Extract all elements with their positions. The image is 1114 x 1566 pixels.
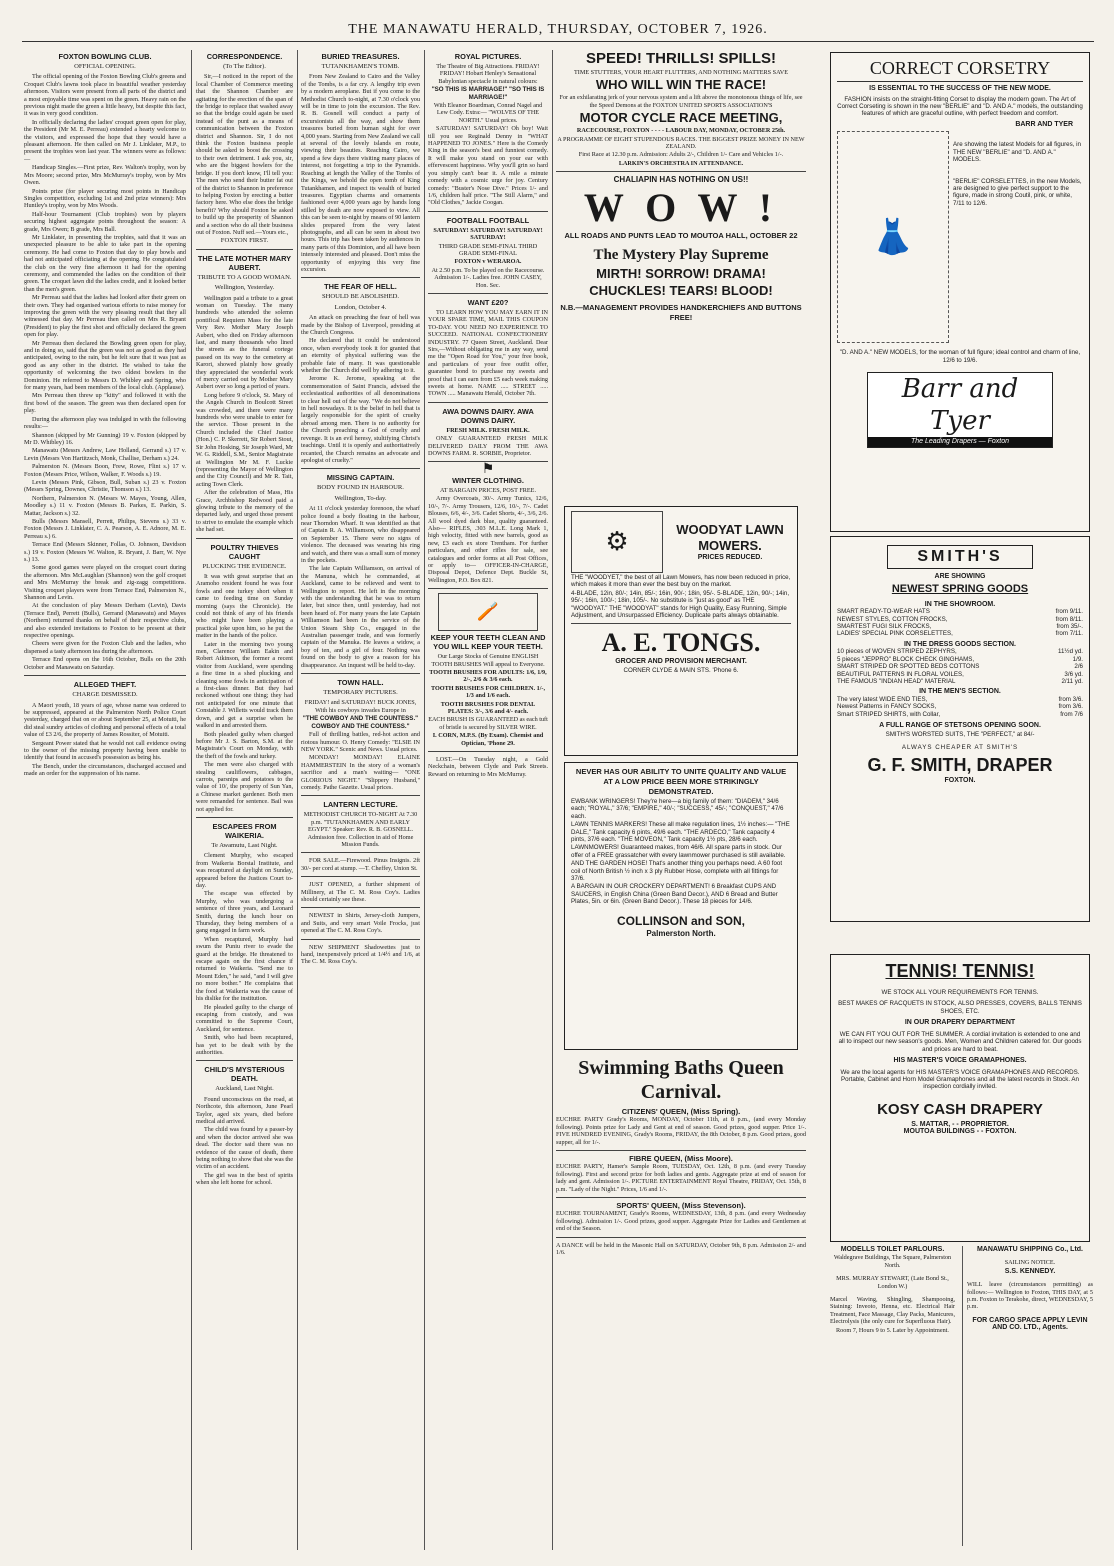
paragraph: WILL leave (circumstances permitting) as follows:— Wellington to Foxton, THIS DAY, at 5 p.m. Foxton to Terakohe, direct, WEDNESDAY, 5 p.m. xyxy=(967,1281,1093,1311)
column-buried-treasures xyxy=(301,50,420,1550)
paragraph: Long before 9 o'clock, St. Mary of the Angels Church in Boulcott Street was crowded, and there were many hundreds who were unable to enter for the service. Those present in the Church included the Chief Justice (Hon.) C. P. Skerrett, Sir Robert Stout, Sir John Hosking, Sir Joseph Ward, Mr W. G. Riddell, S.M., Senior Magistrate at Wellington Mr M. F. Luckie (representing the Mayor of Wellington and the City Council) and Mr R. Tait, acting Town Clerk. xyxy=(196,391,293,488)
spring-goods-headline: NEWEST SPRING GOODS xyxy=(891,582,1029,595)
paragraph: Bulls (Messrs Mansell, Perrett, Philips, Stevens s.) 33 v. Foxton (Messrs J. Linklater, C. A. Pearson, A. E. Adnore, M. E. Perreau s.) 6. xyxy=(24,517,186,540)
price-row: SMART STRIPED OR SPOTTED BEDS COTTONS 2/6 xyxy=(837,663,1083,671)
paragraph: S.S. KENNEDY. xyxy=(1004,1267,1056,1275)
column-divider xyxy=(424,50,425,1550)
column-divider xyxy=(552,50,553,1550)
paragraph: Smith, who had been recaptured, has yet to be dealt with by the authorities. xyxy=(196,1034,293,1056)
paragraph: He pleaded guilty to the charge of escaping from custody, and was committed to the Supreme Court, Auckland, for sentence. xyxy=(196,1003,293,1033)
price-row: SMART READY-TO-WEAR HATS from 9/11. xyxy=(837,608,1083,616)
paragraph: Palmerston North. xyxy=(646,928,716,938)
headline: AWA DOWNS DAIRY. AWA DOWNS DAIRY. xyxy=(442,406,534,425)
divider xyxy=(301,852,420,853)
price-row: Smart STRIPED SHIRTS, with Collar, from 7/6 xyxy=(837,710,1083,718)
paragraph: First Race at 12.30 p.m. Admission: Adults 2/-, Children 1/- Care and Vehicles 1/-. xyxy=(578,151,784,159)
paragraph: Manawatu (Messrs Andrew, Law Holland, Gerrand s.) 17 v. Levin (Messrs Von Hartitzsch, Monk, Challise, Derham s.) 24. xyxy=(24,447,186,462)
paragraph: Our Large Stocks of Genuine ENGLISH TOOTH BRUSHES Will appeal to Everyone. xyxy=(431,653,545,668)
divider xyxy=(301,939,420,940)
price-row: 10 pieces of WOVEN STRIPED ZEPHYRS, 11½d yd. xyxy=(837,648,1083,656)
toilet-parlours-ad xyxy=(830,1246,955,1546)
paragraph: A BARGAIN IN OUR CROCKERY DEPARTMENT! 6 Breakfast CUPS AND SAUCERS, in English China (Green Band Decor.), AND 6 Bread and Butter Plates, 5in. or 6in. (Green Band Decor.). These 18 pieces for 14/6. xyxy=(571,883,778,906)
paragraph: Some good games were played on the croquet court during the afternoon. Mrs McLaughlan (Shannon) won the golf croquet and Mrs McMurray the break and zig-zagg competitions. Visiting croquet players were from Terrace End, Palmerston N., Shannon and Levin. xyxy=(24,564,186,602)
corsetry-ad xyxy=(830,52,1090,532)
price-row: 5 pieces "JEPPRO" BLOCK CHECK GINGHAMS, 1/9. xyxy=(837,655,1083,663)
subheading: TEMPORARY PICTURES. xyxy=(323,689,398,697)
classified-ad: LOST.—On Tuesday night, a Gold Neckchain, between Clyde and Park Streets. Reward on returning to Mrs McMurray. xyxy=(428,756,548,778)
price-row: NEWEST STYLES, COTTON FROCKS, from 8/11. xyxy=(837,615,1083,623)
paragraph: MIRTH! SORROW! DRAMA! xyxy=(596,266,766,282)
price-row: SMARTEST FUGI SILK FROCKS, from 35/-. xyxy=(837,623,1083,630)
divider xyxy=(301,468,420,469)
headline: ROYAL PICTURES. xyxy=(454,52,522,61)
paragraph: The late Captain Williamson, on arrival of the Manuna, which he commanded, at Auckland, came to be relieved and went to Wellington to report. He left in the morning with the understanding that he was to return later, but since then, until yesterday, had not been heard of. For many years the late Captain Williamson had been in the service of the Union Steam Ship Co., engaged in the Australian passenger trade, and was formerly captain of the Manuka. He leaves a widow, a boy of ten, and a girl of four. Nothing was found on the body to give a reason for his disappearance. An inquest will be held to-day. xyxy=(301,565,420,669)
paragraph: Terrace End opens on the 16th October, Bulls on the 20th October and Manawatu on Saturday. xyxy=(24,656,186,671)
masthead xyxy=(22,22,1094,42)
paragraph: AT BARGAIN PRICES, POST FREE. xyxy=(439,486,537,494)
paragraph: BARR AND TYER xyxy=(1015,120,1073,128)
paragraph: The official opening of the Foxton Bowling Club's greens and Croquet Club's lawns took place in beautiful weather yesterday afternoon. Visitors were present from all parts of the district and a most enjoyable time was spent on the green. Heavy rain on the previous night made the green a little heavy, but despite this fact, it was in very good condition. xyxy=(24,73,186,118)
wow-headline: W O W ! xyxy=(583,184,779,230)
corset-figure-icon: 👗 xyxy=(837,131,949,343)
subheading: (To The Editor). xyxy=(223,63,266,70)
divider xyxy=(301,673,420,674)
tennis-ad xyxy=(830,954,1090,1242)
headline: TOWN HALL. xyxy=(337,678,384,688)
classified-ad: JUST OPENED, a further shipment of Millinery, at The C. M. Ross Coy's. Ladies should certainly see these. xyxy=(301,881,420,903)
headline: CHILD'S MYSTERIOUS DEATH. xyxy=(204,1065,285,1084)
paragraph: CITIZENS' QUEEN, (Miss Spring). xyxy=(621,1107,741,1116)
classified-ad: NEWEST in Shirts, Jersey-cloth Jumpers, and Suits, and very smart Voile Frocks, just opened at The C. M. Ross Coy's. xyxy=(301,912,420,935)
race-meeting-headline: MOTOR CYCLE RACE MEETING, xyxy=(579,110,783,126)
paragraph: Full of thrilling battles, red-hot action and riotous humour. O. Henry Comedy: "ELSIE IN NEW YORK." Scenic and News. Usual prices. xyxy=(301,731,420,753)
carnival-headline: Swimming Baths Queen Carnival. xyxy=(578,1057,784,1103)
divider xyxy=(301,277,420,278)
divider xyxy=(196,538,293,539)
collinson-ad xyxy=(564,762,798,1050)
paragraph: ARE SHOWING xyxy=(934,573,986,580)
paragraph: LARKIN'S ORCHESTRA IN ATTENDANCE. xyxy=(618,159,744,167)
price-row: THE FAMOUS "INDIAN HEAD" MATERIAL 2/11 yd. xyxy=(837,678,1083,686)
paragraph: Half-hour Tournament (Club trophies) won by players securing highest aggregate points throughout the season: A grade, Mrs Owen; B grade, Mrs Ball. xyxy=(24,210,186,233)
paragraph: EUCHRE PARTY Grady's Rooms, MONDAY, October 11th, at 8 p.m., (and every Monday following). Points prize for Lady and Gent at end of season. Good prizes, good supper. Price 1/-. FIVE HUNDRED EVENING, Grady's Rooms, FRIDAY, the 8th October, 8 p.m. Good prizes, good supper, all for 1/-. xyxy=(556,1116,806,1146)
paragraph: Are showing the latest Models for all figures, in THE NEW "BERLIE" and "D. AND A." MODELS. xyxy=(953,141,1081,164)
classified-ad: FOR SALE.—Firewood. Pinus Insignis. 2ft 30/- per cord at stump. —T. Cheffey, Union St. xyxy=(301,857,420,872)
paragraph: EACH BRUSH IS GUARANTEED as each tuft of bristle is secured by SILVER WIRE. xyxy=(428,716,548,731)
subheading: TRIBUTE TO A GOOD WOMAN. xyxy=(197,273,292,281)
paragraph: Shannon (skipped by Mr Gunning) 19 v. Foxton (skipped by Mr D. Whibley) 16. xyxy=(24,431,186,446)
headline: LANTERN LECTURE. xyxy=(323,800,398,810)
paragraph: The child was found by a passer-by and when the doctor arrived she was dead. The doctor said there was no evidence of the cause of death, there being nothing to show that she was the victim of an accident. xyxy=(196,1126,293,1171)
subheading: TUTANKHAMEN'S TOMB. xyxy=(321,63,400,70)
paragraph: GROCER AND PROVISION MERCHANT. xyxy=(615,658,747,666)
paragraph: ALL ROADS AND PUNTS LEAD TO MOUTOA HALL, OCTOBER 22 xyxy=(564,230,798,240)
shipping-ad xyxy=(962,1246,1093,1546)
toothbrush-icon: 🪥 xyxy=(438,593,538,631)
mystery-play-headline: The Mystery Play Supreme xyxy=(593,247,769,264)
collinson-name: COLLINSON and SON, xyxy=(616,913,745,928)
subheading: OFFICIAL OPENING. xyxy=(74,63,136,70)
paragraph: "D. AND A." NEW MODELS, for the woman of full figure; ideal control and charm of line, 12/6 to 19/6. xyxy=(839,349,1081,364)
smiths-ad xyxy=(830,536,1090,922)
paragraph: FIBRE QUEEN, (Miss Moore). xyxy=(629,1154,733,1164)
lawn-mower-icon: ⚙ xyxy=(571,511,663,573)
paragraph: The Theatre of Big Attractions. FRIDAY! FRIDAY! Hobart Henley's Sensational Babylonian spectacle in natural colours: xyxy=(436,63,540,85)
race-headline: WHO WILL WIN THE RACE! xyxy=(595,77,767,93)
divider xyxy=(556,1197,806,1198)
headline: WINTER CLOTHING. xyxy=(452,475,524,485)
paragraph: Points prize (for player securing most points in Handicap Singles competition, excluding 1st and 2nd prize winners): Mrs Huntley's trophy, won by Mrs Woods. xyxy=(24,187,186,210)
price-row: Newest Patterns in FANCY SOCKS, from 3/6. xyxy=(837,703,1083,711)
paragraph: EWBANK WRINGERS! They're here—a big family of them: "DIADEM," 34/6 each; "ROYAL," 37/6; "EMPIRE," 40/-; "SUCCESS," 45/-; "CONQUEST," 47/6 each. xyxy=(571,798,784,820)
subheading: SHOULD BE ABOLISHED. xyxy=(321,293,400,301)
price-row: LADIES' SPECIAL PINK CORSELETTES, from 7/11. xyxy=(837,630,1083,638)
paragraph: At the conclusion of play Messrs Derham (Levin), Davis (Terrace End), Perrett (Bulls), Gerrand (Manawatu) and Mayes (Northern) returned thanks on behalf of their respective clubs, and also extended invitations to Foxton to be present at their respective openings. xyxy=(24,602,186,640)
paragraph: Mr Perreau said that the ladies had looked after their green on their own. They had organised various efforts to raise money for improving the green with the very pleasing result that they all witnessed that day. Mr Perreau then called on Mrs R. Bryant (President) to play the first shot and officially declared the green open for play. xyxy=(24,294,186,339)
paragraph: HIS MASTER'S VOICE GRAMAPHONES. xyxy=(893,1057,1027,1065)
tongs-headline: A. E. TONGS. xyxy=(601,628,761,658)
paragraph: BEST MAKES OF RACQUETS IN STOCK, ALSO PRESSES, COVERS, BALLS TENNIS SHOES, ETC. xyxy=(838,1000,1082,1015)
paragraph: LAWN TENNIS MARKERS! These all make regulation lines, 1½ inches:— "THE DALE," Tank capacity 6 pints, 49/6 each. "THE ARDECO," Tank capacity 4 pints, 37/6 each. "THE MOVEON," Tank capacity 1½ pts, 28/6 each. xyxy=(571,821,790,844)
paragraph: Northern, Palmerston N. (Messrs W. Mayes, Young, Allen, Moodley s.) 11 v. Foxton (Messrs B. Parkes, E. Parkin, S. Mattar, Jackson s.) 32. xyxy=(24,494,186,517)
dateline: Auckland, Last Night. xyxy=(215,1085,274,1093)
paragraph: SPORTS' QUEEN, (Miss Stevenson). xyxy=(616,1201,746,1211)
paragraph: A Maori youth, 18 years of age, whose name was ordered to be suppressed, appeared at the Palmerston North Police Court yesterday, charged that on or about September 25, at Motuiti, he did steal sundry articles of clothing and personal effects of a total value of £3 2/6, the property of James Rossiter, of Motuiti. xyxy=(24,701,186,739)
paragraph: CHUCKLES! TEARS! BLOOD! xyxy=(589,283,773,299)
headline: POULTRY THIEVES CAUGHT xyxy=(210,542,279,561)
paragraph: AND THE GARDEN HOSE! That's another thing you perhaps need. A 60 foot coil of North British ½ inch x 3 ply Rubber Hose, complete with all fittings for 37/6. xyxy=(571,860,783,883)
paragraph: SMITH'S WORSTED SUITS, THE "PERFECT," at 84/- xyxy=(885,730,1035,738)
paragraph: Palmerston N. (Messrs Boon, Frew, Rowe, Flint s.) 17 v. Foxton (Messrs Price, Wilson, Walker, F. Woods s.) 19. xyxy=(24,463,186,478)
paragraph: Army Overcoats, 30/-. Army Tunics, 12/6, 10/-, 7/-. Army Trousers, 12/6, 10/-, 7/-. Cadet Blouses, 6/6, 4/-, 3/6. Cadet Shorts, 4/-, 3/6, 2/6. All wool dyed dark blue, quality guaranteed. Also— RIFLES, .303 M.L.E. Long Mark 1, high velocity, fitted with new barrels, good as new, £3 each ex store Trentham. For further particulars, and other rifles for sale, see catalogues and order forms at all Post Offices, or apply to— OFFICER-IN-CHARGE, Disposal Depot, Defence Dept. Buckle St, Wellington, P.O. Box 821. xyxy=(428,495,548,584)
column-royal-pictures xyxy=(428,50,548,1550)
paragraph: IN THE SHOWROOM. xyxy=(924,600,996,608)
paragraph: TOOTH BRUSHES FOR CHILDREN. 1/-, 1/3 and 1/6 each. xyxy=(430,684,546,700)
column-correspondence xyxy=(196,50,293,1550)
divider xyxy=(428,293,548,294)
paragraph: Waldegrave Buildings, The Square, Palmerston North. xyxy=(833,1254,952,1269)
headline: CORRESPONDENCE. xyxy=(206,52,283,61)
paragraph: IS ESSENTIAL TO THE SUCCESS OF THE NEW MODE. xyxy=(869,85,1051,92)
paragraph: FOXTON. xyxy=(944,776,976,784)
paragraph: 4-BLADE, 12in, 80/-; 14in, 85/-; 16in, 90/-; 18in, 95/-. 5-BLADE, 12in, 90/-; 14in, 95/-; 16in, 100/-; 18in, 105/-. No substitute is "just as good" as THE "WOODYAT." THE "WOODYAT" stands for High Quality, Easy Running, Simple Adjustment, and Unsurpassed Efficiency. Duplicate parts always obtainable. xyxy=(571,589,790,620)
paragraph: "BERLIE" CORSELETTES, in the new Models, are designed to give perfect support to the figure, made in strong Coutil, pink, or white, 7/11 to 12/6. xyxy=(953,177,1082,207)
paragraph: At 2.50 p.m. To be played on the Racecourse. Admission 1/-. Ladies free. JOHN CASEY, Hon. Sec. xyxy=(431,266,545,289)
paragraph: Mr Perreau then declared the Bowling green open for play, and in doing so, said that the green was not as good as they had anticipated, owing to the rain, but he felt sure that it was just as good as any other in the district. He wished to take the opportunity of welcoming the two oldest bowlers in the Dominion. He referred to Messrs D. Whibley and Spring, who for many years, had been members of the local club. (Applause). xyxy=(24,339,186,392)
paragraph: IN THE DRESS GOODS SECTION. xyxy=(903,640,1016,648)
paragraph: In officially declaring the ladies' croquet green open for play, the President (Mr M. E. Perreau) extended a hearty welcome to the visitors, and expressed the hope that they would have a pleasant afternoon. He then called on Mr J. Linklater, M.P., to present the trophies won last year. The winners were as follows:— xyxy=(24,118,186,163)
divider xyxy=(24,675,186,676)
headline: THE FEAR OF HELL. xyxy=(324,282,397,292)
column-divider xyxy=(191,50,192,1550)
price-row: BEAUTIFUL PATTERNS IN FLORAL VOILES, 3/6 yd. xyxy=(837,670,1083,678)
paragraph: SATURDAY! SATURDAY! SATURDAY! SATURDAY! xyxy=(433,226,543,242)
dateline: London, October 4. xyxy=(334,303,387,311)
logo-tagline: The Leading Drapers — Foxton xyxy=(868,437,1052,447)
column-divider xyxy=(297,50,298,1550)
paragraph: SATURDAY! SATURDAY! Oh boy! Wait till you see Reginald Denny in "WHAT HAPPENED TO JONES." Here is the Comedy King in the season's best and funniest comedy. It will make you stand on your ear with effervescent happiness. Why you'll grin so hard you simply can't bear it. A mile a minute comedy with a cosmic urge for joy. Century comedy: "Buster's Nose Dive." Prices 1/- and 1/6, children half price. "The Still Alarm," and "Old Clothes," Jackie Coogan. xyxy=(428,125,548,207)
headline: KEEP YOUR TEETH CLEAN AND YOU WILL KEEP YOUR TEETH. xyxy=(430,633,546,652)
paragraph: TOOTH BRUSHES FOR DENTAL PLATES: 3/-, 3/6 and 4/- each. xyxy=(440,700,536,715)
paragraph: Later in the morning two young men, Clarence William Eakin and Robert Atkinson, the former a recent visitor from Auckland, were spending a fine time in a shed plucking and cleaning some fowls in anticipation of a first-class dinner. But they had reckoned without one thing; they had not anticipated for one minute that Constable J. Willetts would track them down, and get a surprise when he walked in and arrested them. xyxy=(196,640,293,730)
dateline: Te Awamutu, Last Night. xyxy=(211,841,278,849)
divider xyxy=(428,751,548,752)
paragraph: IN THE MEN'S SECTION. xyxy=(919,688,1001,696)
paragraph: EUCHRE TOURNAMENT, Grady's Rooms, WEDNESDAY, 13th, 8 p.m. (and every Wednesday following). Admission 1/-. Good prizes, good supper. Aggregate Prize for Ladies and Gentlemen at end of the Season. xyxy=(556,1210,806,1233)
headline: FOXTON BOWLING CLUB. xyxy=(58,52,152,61)
paragraph: Mrs Perreau then threw up "kitty" and followed it with the first bowl of the season. The green was then declared open for play. xyxy=(24,392,186,415)
divider xyxy=(196,817,293,818)
film-title: "SO THIS IS MARRIAGE!" "SO THIS IS MARRIAGE!" xyxy=(431,86,545,101)
classified-ad: NEW SHIPMENT Shadowettes just to hand, inexpensively priced at 1/4½ and 1/6, at The C. M. Ross Coy's. xyxy=(301,943,420,966)
divider xyxy=(556,171,806,172)
paragraph: FOXTON v WERAROA. xyxy=(454,258,522,266)
divider xyxy=(196,1060,293,1061)
paragraph: TOOTH BRUSHES FOR ADULTS: 1/6, 1/9, 2/-, 2/6 & 3/6 each. xyxy=(429,668,547,684)
mower-headline: WOODYAT LAWN MOWERS. xyxy=(676,522,784,554)
divider xyxy=(428,402,548,403)
headline: THE LATE MOTHER MARY AUBERT. xyxy=(197,253,292,272)
dateline: Wellington, Yesterday. xyxy=(214,284,275,292)
paragraph: Levin (Messrs Pink, Gibson, Bull, Suban s.) 23 v. Foxton (Messrs Spring, Downes, Christie, Thomson s.) 13. xyxy=(24,478,186,494)
paragraph: For an exhilarating jerk of your nervous system and a lift above the monotonous things of life, see the Speed Demons at the FOXTON UNITED SPORTS ASSOCIATION'S xyxy=(559,94,803,109)
paragraph: FRESH MILK. FRESH MILK. xyxy=(446,426,530,434)
paragraph: WE STOCK ALL YOUR REQUIREMENTS FOR TENNIS. xyxy=(881,989,1039,996)
dateline: Wellington, To-day. xyxy=(334,494,387,502)
paragraph: TIME STUTTERS, YOUR HEART FLUTTERS, AND NOTHING MATTERS SAVE xyxy=(573,69,789,76)
paragraph: An attack on preaching the fear of hell was made by the Bishop of Liverpool, presiding at the Church Congress. xyxy=(301,314,420,336)
parlours-headline: MODELLS TOILET PARLOURS. xyxy=(840,1246,945,1253)
collinson-headline: NEVER HAS OUR ABILITY TO UNITE QUALITY AND VALUE AT A LOW PRICE BEEN MORE STRIKINGLY DEMONSTRATED. xyxy=(575,767,787,796)
speed-headline: SPEED! THRILLS! SPILLS! xyxy=(585,50,776,67)
smiths-headline: SMITH'S xyxy=(887,545,1033,569)
paragraph: MOUTOA BUILDINGS - - FOXTON. xyxy=(903,1128,1017,1136)
kosy-cash-headline: KOSY CASH DRAPERY xyxy=(877,1100,1043,1118)
paragraph: CORNER CLYDE & MAIN STS. 'Phone 6. xyxy=(623,667,739,675)
paragraph: The men were also charged with stealing cauliflowers, cabbages, carrots, parsnips and potatoes to the value of 10/, the property of Sun Yan, a Chinese market gardener. Both men were remanded for sentence. Bail was not applied for. xyxy=(196,761,293,813)
tennis-headline: TENNIS! TENNIS! xyxy=(885,961,1035,981)
paragraph: RACECOURSE, FOXTON - - - - LABOUR DAY, MONDAY, OCTOBER 25th. xyxy=(576,127,786,135)
paragraph: After the celebration of Mass, His Grace, Archbishop Redwood paid a glowing tribute to the memory of the departed lady, and urged those present to strive to emulate the example which she had set. xyxy=(196,489,293,534)
corsetry-headline: CORRECT CORSETRY xyxy=(837,57,1083,82)
paragraph: A PROGRAMME OF EIGHT STUPENDOUS RACES. THE BIGGEST PRIZE MONEY IN NEW ZEALAND. xyxy=(557,135,805,151)
paragraph: Clement Murphy, who escaped from Waikeria Borstal Institute, and was recaptured at daylight on Sunday, appeared before the Justices Court to-day. xyxy=(196,852,293,889)
paragraph: EUCHRE PARTY, Hamer's Sample Room, TUESDAY, Oct. 12th, 8 p.m. (and every Tuesday following). First and second prize for both ladies and gents. Aggregate prize at end of season for lady and gent. Admission 1/-. PICTURE ENTERTAINMENT Royal Theatre, FRIDAY, Oct. 15th, 8 p.m. "Lady of the Night." Prices, 1/6 and 1/-. xyxy=(556,1163,806,1193)
coupon: TO LEARN HOW YOU MAY EARN IT IN YOUR SPARE TIME, MAIL THIS COUPON TO-DAY. YOU NEED NO EXPERIENCE TO SUCCEED. NATIONAL CONFECTIONERY INDUSTRY. 77 Queen Street, Auckland. Dear Sirs,—Without obligating me in any way, send me the "Open Road for You," your free book, and particulars of your free outfit offer, guarantee bond to purchase my sweets and proof that I can earn from £5 each week making sweets at home. NAME ..... STREET ..... TOWN ..... Manawatu Herald, October 7th. xyxy=(428,308,548,398)
woodyat-ad xyxy=(564,506,798,756)
paragraph: ALWAYS CHEAPER AT SMITH'S xyxy=(901,744,1019,752)
subheading: CHARGE DISMISSED. xyxy=(72,691,138,699)
paragraph: Jerome K. Jerome, speaking at the commemoration of Saint Francis, advised the ecclesiastical authorities of all denominations to clear hell out of the way. "We do not believe in hell nowadays. It is the belief in hell that is largely responsible for the spirit of cruelty abroad among men. There is no authority for the Church preaching a God of cruelty and revenge. It is an evil heresy, stultifying Christ's teachings. Until it is openly and authoritatively recanted, the Church remains an advocate and apologist of cruelty." xyxy=(301,375,420,464)
paragraph: LAWNMOWERS! Guaranteed makes, from 46/6. All spare parts in stock. Our offer of a FREE grassatcher with every lawnmower purchased is still available. xyxy=(571,844,786,859)
paragraph: Room 7, Hours 9 to 5. Later by Appointment. xyxy=(836,1326,949,1334)
paragraph: Both pleaded guilty when charged before Mr J. S. Barton, S.M. at the Magistrate's Court on Monday, with the theft of the fowls and turkey. xyxy=(196,730,293,760)
divider xyxy=(556,1237,806,1238)
paragraph: SAILING NOTICE. xyxy=(1004,1259,1056,1267)
price-row: The very latest WIDE END TIES, from 3/6. xyxy=(837,696,1083,704)
paragraph: With Eleanor Boardman, Conrad Nagel and Lew Cody. Extra:— "WOLVES OF THE NORTH." Usual prices. xyxy=(433,102,543,124)
subheading: BODY FOUND IN HARBOUR. xyxy=(317,484,404,492)
paragraph: WE CAN FIT YOU OUT FOR THE SUMMER. A cordial invitation is extended to one and all to inspect our new season's goods. Men, Women and Children catered for. Our goods and prices are hard to beat. xyxy=(838,1030,1082,1053)
paragraph: THIRD GRADE SEMI-FINAL THIRD GRADE SEMI-FINAL xyxy=(438,242,538,257)
paragraph: Sir,—I noticed in the report of the local Chamber of Commerce meeting that the Shannon Chamber are agitating for the erection of the span of the bridge to replace that washed away so that the bridge could again be used instead of the punt as a means of communication between the Foxton district and Shannon. Sir, I do not think the Foxton business people should be asked to boost the crossing to their own detriment. I ask you, sir, who are the biggest howlers for the bridge. If you don't know, I'll tell you: The men who send their butter fat out of the district to Shannon in preference to helping Foxton by erecting a butter factory here. Who else does the bridge benefit? Why should Foxton be asked to build up the prosperity of Shannon and a section who do all their business out of Foxton. Nuff sed.—Yours etc., xyxy=(196,73,293,236)
paragraph: Found unconscious on the road, at Northcote, this afternoon, June Pearl Taylor, aged six years, died before medical aid arrived. xyxy=(196,1095,293,1125)
chaliapin-headline: CHALIAPIN HAS NOTHING ON US!! xyxy=(613,175,749,185)
paragraph: PRICES REDUCED. xyxy=(697,554,763,562)
paragraph: Handicap Singles.—First prize, Rev. Walton's trophy, won by Mrs Moore; second prize, Mrs McMurray's trophy, won by Mrs Owen. xyxy=(24,164,186,187)
paragraph: When recaptured, Murphy had swum the Puniu river to evade the guard at the bridge. He threatened to escape again on the first chance if returned to Waikeria. "Send me to Mount Eden," he said, "and I will give no more bother." He complains that the food at Waikeria was the cause of his dislike for the institution. xyxy=(196,935,293,1003)
headline: WANT £20? xyxy=(467,297,509,307)
paragraph: During the afternoon play was indulged in with the following results:— xyxy=(24,415,186,431)
paragraph: S. MATTAR, - - PROPRIETOR. xyxy=(911,1120,1009,1128)
paragraph: FASHION insists on the straight-fitting Corset to display the modern gown. The Art of Correct Corseting is shown in the new "BERLIE" and "D. AND A." models, the outstanding features of which are graceful outline, with perfect freedom and comfort. xyxy=(837,95,1083,118)
paragraph: The girl was in the best of spirits when she left home for school. xyxy=(196,1171,293,1187)
paragraph: From New Zealand to Cairo and the Valley of the Tombs, is a far cry. A lengthy trip even by a modern aeroplane. But if you come to the Methodist Church to-night, at 7.30 o'clock you will be in time to join the excursion. The Rev. R. B. Gosnell will conduct a party of excursionists all the way, and show them treasures buried from human sight for over 4,000 years. Starting from New Zealand we call at several of the lovely islands en route, viewing their beauties. Reaching Cairo, we spend a few days there visiting many places of interest, not forgetting a trip to the Pyramids. Reaching at length the Valley of the Tombs of the Kings, we behold the open tomb of King Tutankhamen, and inspect its wealth of buried treasures. Egyptian charms and ornaments fashioned over 4,000 years ago by hands long stilled by death are now exposed to view. All this can be seen to-night by means of 90 lantern slides prepared from the very latest photographs, and all can be seen in about two hours. This trip has been taken by audiences in many parts of this Dominion, and all have been intensely interested and pleased. Don't miss the opportunity of enjoying this very fine excursion. xyxy=(301,73,420,273)
divider xyxy=(571,623,791,624)
paragraph: FRIDAY! and SATURDAY! BUCK JONES, With his cowboys invades Europe in xyxy=(304,699,417,714)
paragraph: MRS. MURRAY STEWART, (Late Bond St., London W.) xyxy=(836,1275,949,1290)
paragraph: ONLY GUARANTEED FRESH MILK DELIVERED DAILY FROM THE AWA DOWNS FARM. R. SORBIE, Proprietor. xyxy=(428,435,548,458)
divider xyxy=(428,588,548,589)
paragraph: I. CORN, M.P.S. (By Exam). Chemist and Optician, 'Phone 29. xyxy=(432,732,544,747)
divider xyxy=(301,795,420,796)
paragraph: Terrace End (Messrs Skinner, Follas, O. Johnson, Davidson s.) 19 v. Foxton (Messrs W. Walton, R. Bryant, J. Barr, W. Nye s.) 13. xyxy=(24,541,186,563)
shipping-headline: MANAWATU SHIPPING Co., Ltd. xyxy=(976,1246,1084,1253)
paragraph: METHODIST CHURCH TO-NIGHT At 7.30 p.m. "TUTANKHAMEN AND EARLY EGYPT." Speaker: Rev. R. B. GOSNELL. Admission free. Collection in aid of Home Mission Funds. xyxy=(303,811,418,848)
divider xyxy=(301,876,420,877)
paragraph: Wellington paid a tribute to a great woman on Tuesday. The many hundreds who attended the solemn pontifical Requiem Mass for the late Very Rev. Mother Mary Joseph Aubert, who died on Friday afternoon last, and many thousands who lined the streets as the funeral cortege passed on its way to the cemetery at Karori, showed plainly how greatly they appreciated the wonderful work of mercy carried out by Mother Mary Aubert over so long a period of years. xyxy=(196,294,293,391)
masthead-title: THE MANAWATU HERALD, THURSDAY, OCTOBER 7, 1926. xyxy=(348,22,768,37)
film-title: "THE COWBOY AND THE COUNTESS." COWBOY AND THE COUNTESS." xyxy=(302,715,419,730)
paragraph: FOR CARGO SPACE APPLY LEVIN AND CO. LTD., Agents. xyxy=(972,1316,1088,1332)
headline: MISSING CAPTAIN. xyxy=(326,473,395,483)
paragraph: N.B.—MANAGEMENT PROVIDES HANDKERCHIEFS AND BUTTONS FREE! xyxy=(560,303,802,323)
paragraph: MONDAY! MONDAY! ELAINE HAMMERSTEIN In the story of a woman's sacrifice and a man's waiting— "ONE GLORIOUS NIGHT." "Slippery Husband," comedy. Pathe Gazette. Usual prices. xyxy=(301,754,420,791)
paragraph: At 11 o'clock yesterday forenoon, the wharf police found a body floating in the harbour, near Thorndon Wharf. It was identified as that of Captain R. A. Williamson, who disappeared on September 15. There were no signs of violence. The deceased was wearing his ring and watch, and there was a small sum of money in the pockets. xyxy=(301,505,420,564)
flag-icon: ⚑ xyxy=(481,462,495,478)
paragraph: We are the local agents for HIS MASTER'S VOICE GRAMAPHONES AND RECORDS. Portable, Cabinet and Horn Model Gramaphones and all the latest records in Stock. An inspection cordially invited. xyxy=(840,1068,1080,1091)
paragraph: It was with great surprise that an Aramoho resident found he was four fowls and one turkey short when it came to feeding time on Sunday morning (says the Chronicle). He could not think of any of his friends who might have been playing a practical joke upon him, so he put the matter in the hands of the police. xyxy=(196,572,293,640)
divider xyxy=(556,1150,806,1151)
gf-smith-headline: G. F. SMITH, DRAPER xyxy=(867,754,1053,775)
divider xyxy=(428,211,548,212)
paragraph: Sergeant Power stated that he would not call evidence owing to the owner of the missing property having been unable to identify that found in accused's possession as being his. xyxy=(24,739,186,762)
column-bowling-club xyxy=(24,50,186,1550)
paragraph: Mr Linklater, in presenting the trophies, said that it was an unexpected pleasure to be able to take part in the opening ceremony. He had come to Foxton that day to play bowls and had not anticipated officiating at the opening. He congratulated the club on the very fine afternoon it had for the opening ceremony, and commended the ladies on the condition of their green. The croquet lawn did the ladies credit, and it looked better than the men's green. xyxy=(24,233,186,293)
swimming-carnival-ad xyxy=(556,1056,806,1546)
headline: ESCAPEES FROM WAIKERIA. xyxy=(212,821,277,840)
paragraph: Cheers were given for the Foxton Club and the ladies, who dispensed a tasty afternoon tea during the afternoon. xyxy=(24,640,186,655)
paragraph: IN OUR DRAPERY DEPARTMENT xyxy=(904,1019,1016,1027)
paragraph: THE "WOODYET," the best of all Lawn Mowers, has now been reduced in price, which makes it more than ever the best buy on the market. xyxy=(571,574,791,589)
paragraph: He declared that it could be understood once, when everybody took it for granted that an eternity of physical suffering was the probable fate of many. It was questionable whether the Church did well by adhering to it. xyxy=(301,337,420,375)
paragraph: Marcel Waving, Shingling, Shampooing, Staining: Inveoto, Henna, etc. Electrical Hair Treatment, Face Massage, Clay Packs, Manicures, Electrolysis (the only cure for Superfluous Hair). xyxy=(830,1296,955,1326)
paragraph: The Bench, under the circumstances, discharged accused and made an order for the suppression of his name. xyxy=(24,762,186,778)
paragraph: A DANCE will be held in the Masonic Hall on SATURDAY, October 9th, 8 p.m. Admission 2/- and 1/6. xyxy=(556,1241,806,1257)
divider xyxy=(301,907,420,908)
paragraph: The escape was effected by Murphy, who was undergoing a sentence of three years, and Leonard Smith, during the lunch hour on Thursday, they being members of a gang engaged in farm work. xyxy=(196,890,293,935)
paragraph: A FULL RANGE OF STETSONS OPENING SOON. xyxy=(879,722,1041,730)
signature: FOXTON FIRST. xyxy=(220,237,269,245)
divider xyxy=(196,249,293,250)
headline: BURIED TREASURES. xyxy=(321,52,400,61)
barr-tyer-logo: Barr and Tyer xyxy=(901,374,1019,437)
headline: FOOTBALL FOOTBALL xyxy=(446,215,530,225)
headline: ALLEGED THEFT. xyxy=(73,680,137,690)
subheading: PLUCKING THE EVIDENCE. xyxy=(202,562,287,570)
